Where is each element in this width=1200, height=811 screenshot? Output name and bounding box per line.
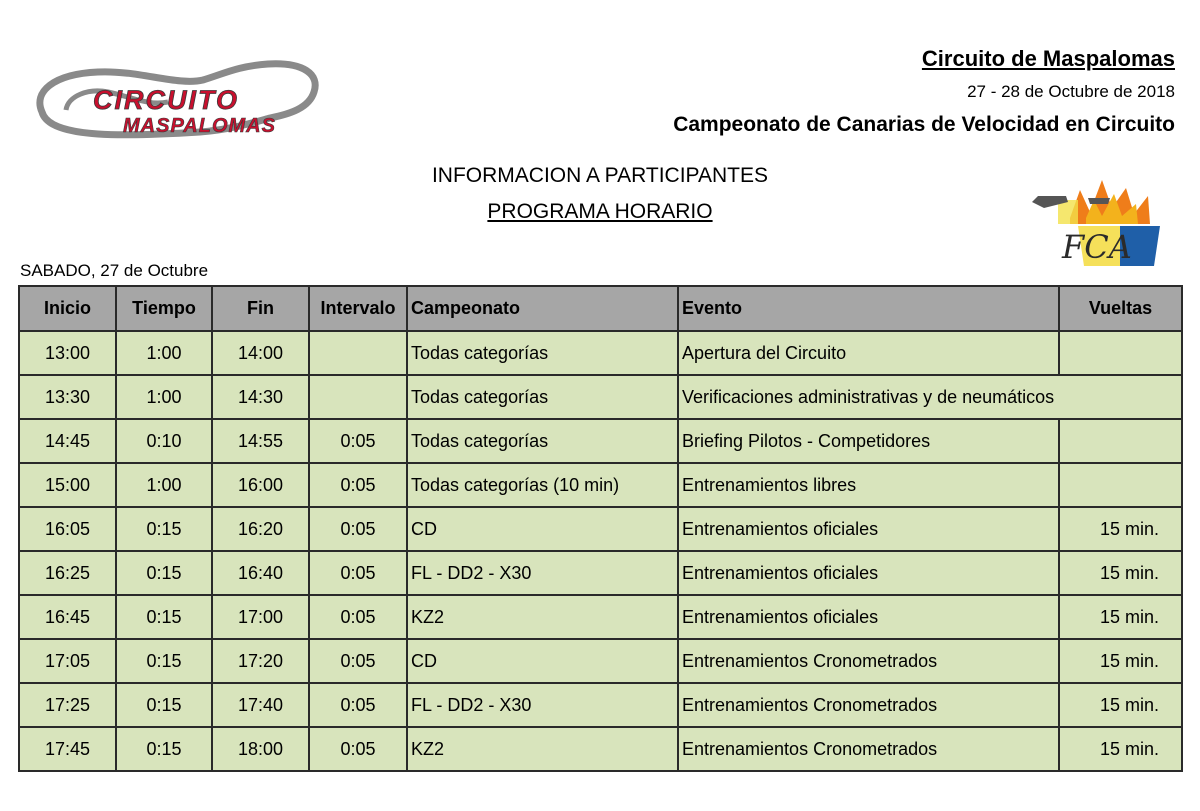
cell-fin: 18:00 bbox=[212, 727, 309, 771]
table-header-row bbox=[19, 286, 1182, 331]
cell-evento: Apertura del Circuito bbox=[678, 331, 1059, 375]
cell-fin: 17:40 bbox=[212, 683, 309, 727]
cell-inicio: 17:05 bbox=[19, 639, 116, 683]
cell-evento: Entrenamientos Cronometrados bbox=[678, 727, 1059, 771]
col-header-evento: Evento bbox=[678, 286, 1059, 331]
cell-campeonato: FL - DD2 - X30 bbox=[407, 551, 678, 595]
cell-tiempo: 1:00 bbox=[116, 463, 212, 507]
table-row bbox=[19, 463, 1182, 507]
cell-vueltas: 15 min. bbox=[1059, 595, 1182, 639]
table-row bbox=[19, 595, 1182, 639]
federation-logo-text: FCA bbox=[1062, 228, 1132, 266]
cell-inicio: 13:30 bbox=[19, 375, 116, 419]
event-dates: 27 - 28 de Octubre de 2018 bbox=[967, 82, 1175, 101]
cell-vueltas: 15 min. bbox=[1059, 507, 1182, 551]
cell-tiempo: 0:15 bbox=[116, 595, 212, 639]
info-title: INFORMACION A PARTICIPANTES bbox=[431, 164, 769, 187]
cell-tiempo: 0:15 bbox=[116, 727, 212, 771]
cell-tiempo: 0:10 bbox=[116, 419, 212, 463]
col-header-tiempo: Tiempo bbox=[116, 286, 212, 331]
cell-evento: Verificaciones administrativas y de neumáticos bbox=[678, 375, 1182, 419]
cell-inicio: 16:25 bbox=[19, 551, 116, 595]
table-row bbox=[19, 727, 1182, 771]
cell-inicio: 15:00 bbox=[19, 463, 116, 507]
cell-tiempo: 1:00 bbox=[116, 331, 212, 375]
cell-evento: Entrenamientos oficiales bbox=[678, 595, 1059, 639]
table-row bbox=[19, 551, 1182, 595]
circuito-maspalomas-logo bbox=[28, 52, 328, 148]
cell-intervalo: 0:05 bbox=[309, 551, 407, 595]
schedule-table bbox=[18, 285, 1183, 772]
cell-intervalo: 0:05 bbox=[309, 727, 407, 771]
cell-campeonato: KZ2 bbox=[407, 595, 678, 639]
logo-text-maspalomas: MASPALOMAS bbox=[123, 115, 276, 137]
cell-evento: Entrenamientos Cronometrados bbox=[678, 639, 1059, 683]
cell-intervalo: 0:05 bbox=[309, 639, 407, 683]
cell-vueltas bbox=[1059, 463, 1182, 507]
cell-tiempo: 1:00 bbox=[116, 375, 212, 419]
cell-inicio: 17:25 bbox=[19, 683, 116, 727]
cell-inicio: 16:05 bbox=[19, 507, 116, 551]
cell-campeonato: Todas categorías bbox=[407, 375, 678, 419]
cell-intervalo: 0:05 bbox=[309, 463, 407, 507]
cell-tiempo: 0:15 bbox=[116, 507, 212, 551]
col-header-inicio: Inicio bbox=[19, 286, 116, 331]
cell-intervalo bbox=[309, 375, 407, 419]
table-row bbox=[19, 375, 1182, 419]
venue-title: Circuito de Maspalomas bbox=[921, 46, 1175, 71]
cell-vueltas bbox=[1059, 419, 1182, 463]
col-header-intervalo: Intervalo bbox=[309, 286, 407, 331]
cell-intervalo: 0:05 bbox=[309, 683, 407, 727]
cell-campeonato: FL - DD2 - X30 bbox=[407, 683, 678, 727]
cell-fin: 16:20 bbox=[212, 507, 309, 551]
col-header-campeonato: Campeonato bbox=[407, 286, 678, 331]
cell-campeonato: CD bbox=[407, 507, 678, 551]
col-header-fin: Fin bbox=[212, 286, 309, 331]
cell-evento: Entrenamientos libres bbox=[678, 463, 1059, 507]
cell-inicio: 14:45 bbox=[19, 419, 116, 463]
cell-inicio: 13:00 bbox=[19, 331, 116, 375]
cell-fin: 17:00 bbox=[212, 595, 309, 639]
cell-campeonato: Todas categorías bbox=[407, 331, 678, 375]
cell-campeonato: Todas categorías bbox=[407, 419, 678, 463]
schedule-title: PROGRAMA HORARIO bbox=[487, 200, 713, 223]
cell-evento: Briefing Pilotos - Competidores bbox=[678, 419, 1059, 463]
cell-fin: 16:40 bbox=[212, 551, 309, 595]
cell-campeonato: CD bbox=[407, 639, 678, 683]
cell-tiempo: 0:15 bbox=[116, 683, 212, 727]
cell-campeonato: KZ2 bbox=[407, 727, 678, 771]
cell-evento: Entrenamientos oficiales bbox=[678, 507, 1059, 551]
cell-fin: 14:00 bbox=[212, 331, 309, 375]
cell-vueltas: 15 min. bbox=[1059, 639, 1182, 683]
cell-tiempo: 0:15 bbox=[116, 551, 212, 595]
table-row bbox=[19, 683, 1182, 727]
logo-text-circuito: CIRCUITO bbox=[93, 85, 240, 115]
cell-intervalo: 0:05 bbox=[309, 595, 407, 639]
table-row bbox=[19, 331, 1182, 375]
cell-vueltas: 15 min. bbox=[1059, 551, 1182, 595]
cell-intervalo: 0:05 bbox=[309, 419, 407, 463]
cell-intervalo: 0:05 bbox=[309, 507, 407, 551]
cell-vueltas: 15 min. bbox=[1059, 683, 1182, 727]
day-label: SABADO, 27 de Octubre bbox=[20, 261, 209, 280]
table-row bbox=[19, 419, 1182, 463]
cell-evento: Entrenamientos oficiales bbox=[678, 551, 1059, 595]
cell-fin: 17:20 bbox=[212, 639, 309, 683]
cell-campeonato: Todas categorías (10 min) bbox=[407, 463, 678, 507]
cell-intervalo bbox=[309, 331, 407, 375]
cell-vueltas: 15 min. bbox=[1059, 727, 1182, 771]
col-header-vueltas: Vueltas bbox=[1059, 286, 1182, 331]
cell-fin: 14:30 bbox=[212, 375, 309, 419]
cell-fin: 14:55 bbox=[212, 419, 309, 463]
championship-title: Campeonato de Canarias de Velocidad en Circuito bbox=[673, 113, 1175, 136]
table-row bbox=[19, 639, 1182, 683]
cell-vueltas bbox=[1059, 331, 1182, 375]
cell-inicio: 17:45 bbox=[19, 727, 116, 771]
cell-evento: Entrenamientos Cronometrados bbox=[678, 683, 1059, 727]
cell-inicio: 16:45 bbox=[19, 595, 116, 639]
cell-fin: 16:00 bbox=[212, 463, 309, 507]
table-row bbox=[19, 507, 1182, 551]
cell-tiempo: 0:15 bbox=[116, 639, 212, 683]
